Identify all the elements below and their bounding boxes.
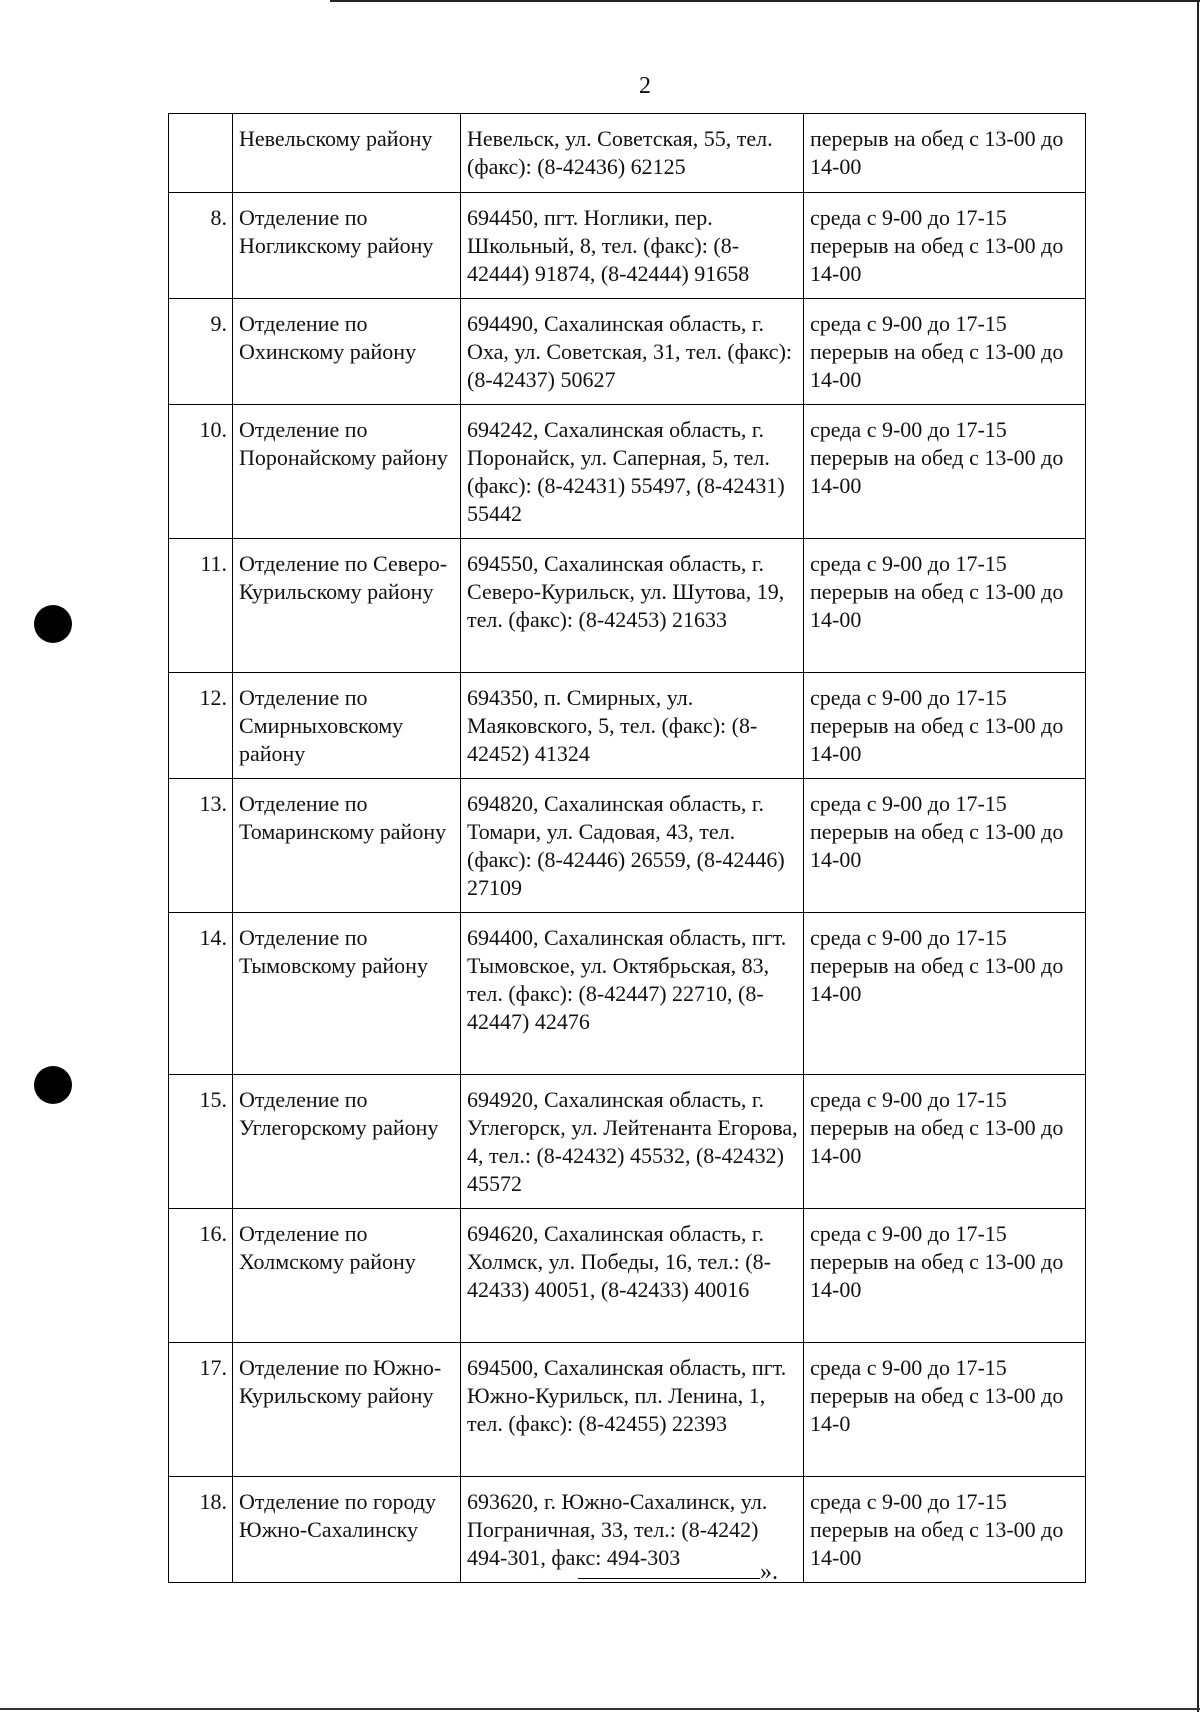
branch-name: Отделение по Томаринскому району [233, 779, 461, 913]
branches-table-body [169, 114, 1086, 1583]
row-number: 8. [169, 193, 233, 299]
branch-schedule: среда с 9-00 до 17-15 перерыв на обед с 13-00 до 14-00 [804, 1477, 1086, 1583]
row-number: 15. [169, 1075, 233, 1209]
table-row [169, 193, 1086, 299]
table-row [169, 1343, 1086, 1477]
page-number: 2 [639, 73, 651, 99]
table-row [169, 405, 1086, 539]
row-number [169, 114, 233, 193]
branch-address: 694242, Сахалинская область, г. Поронайск, ул. Саперная, 5, тел. (факс): (8-42431) 55497, (8-42431) 55442 [461, 405, 804, 539]
table-row [169, 114, 1086, 193]
row-number: 18. [169, 1477, 233, 1583]
table-row [169, 673, 1086, 779]
branch-schedule: перерыв на обед с 13-00 до 14-00 [804, 114, 1086, 193]
row-number: 14. [169, 913, 233, 1075]
row-number: 12. [169, 673, 233, 779]
branch-name: Отделение по Поронайскому району [233, 405, 461, 539]
branch-name: Отделение по Охинскому району [233, 299, 461, 405]
branch-name: Отделение по Тымовскому району [233, 913, 461, 1075]
row-number: 11. [169, 539, 233, 673]
branch-address: 694620, Сахалинская область, г. Холмск, ул. Победы, 16, тел.: (8-42433) 40051, (8-42433) 40016 [461, 1209, 804, 1343]
table-row [169, 1209, 1086, 1343]
branch-address: 694920, Сахалинская область, г. Углегорск, ул. Лейтенанта Егорова, 4, тел.: (8-42432) 45532, (8-42432) 45572 [461, 1075, 804, 1209]
scan-edge-bottom [0, 1708, 1200, 1710]
branch-address: Невельск, ул. Советская, 55, тел. (факс): (8-42436) 62125 [461, 114, 804, 193]
branch-address: 694490, Сахалинская область, г. Оха, ул. Советская, 31, тел. (факс): (8-42437) 50627 [461, 299, 804, 405]
row-number: 16. [169, 1209, 233, 1343]
table-row [169, 1075, 1086, 1209]
branch-address: 694450, пгт. Ноглики, пер. Школьный, 8, тел. (факс): (8-42444) 91874, (8-42444) 91658 [461, 193, 804, 299]
branch-schedule: среда с 9-00 до 17-15 перерыв на обед с 13-00 до 14-00 [804, 913, 1086, 1075]
punch-hole-upper [34, 605, 72, 643]
branch-schedule: среда с 9-00 до 17-15 перерыв на обед с 13-00 до 14-00 [804, 193, 1086, 299]
branch-schedule: среда с 9-00 до 17-15 перерыв на обед с 13-00 до 14-0 [804, 1343, 1086, 1477]
branch-name: Отделение по Смирныховскому району [233, 673, 461, 779]
row-number: 10. [169, 405, 233, 539]
branch-name: Отделение по Углегорскому району [233, 1075, 461, 1209]
branch-address: 694400, Сахалинская область, пгт. Тымовское, ул. Октябрьская, 83, тел. (факс): (8-42447) 22710, (8-42447) 42476 [461, 913, 804, 1075]
scan-edge-right [1197, 0, 1199, 1712]
footer-closing-quote: ». [760, 1559, 778, 1585]
branch-address: 694820, Сахалинская область, г. Томари, ул. Садовая, 43, тел. (факс): (8-42446) 26559, (8-42446) 27109 [461, 779, 804, 913]
footer-blank-line [578, 1558, 760, 1579]
row-number: 17. [169, 1343, 233, 1477]
branch-name: Отделение по Северо-Курильскому району [233, 539, 461, 673]
branches-table [168, 113, 1086, 1583]
branch-schedule: среда с 9-00 до 17-15 перерыв на обед с 13-00 до 14-00 [804, 779, 1086, 913]
table-row [169, 779, 1086, 913]
branch-schedule: среда с 9-00 до 17-15 перерыв на обед с 13-00 до 14-00 [804, 673, 1086, 779]
scan-edge-top [330, 0, 1200, 2]
branch-schedule: среда с 9-00 до 17-15 перерыв на обед с 13-00 до 14-00 [804, 1209, 1086, 1343]
branch-name: Невельскому району [233, 114, 461, 193]
table-row [169, 913, 1086, 1075]
branch-name: Отделение по Холмскому району [233, 1209, 461, 1343]
branch-name: Отделение по Южно-Курильскому району [233, 1343, 461, 1477]
branch-address: 693620, г. Южно-Сахалинск, ул. Пограничная, 33, тел.: (8-4242) 494-301, факс: 494-303 [461, 1477, 804, 1583]
table-row [169, 539, 1086, 673]
document-footer [578, 1558, 778, 1586]
row-number: 13. [169, 779, 233, 913]
branch-name: Отделение по Ногликскому району [233, 193, 461, 299]
branch-address: 694500, Сахалинская область, пгт. Южно-Курильск, пл. Ленина, 1, тел. (факс): (8-42455) 22393 [461, 1343, 804, 1477]
branch-schedule: среда с 9-00 до 17-15 перерыв на обед с 13-00 до 14-00 [804, 299, 1086, 405]
branch-schedule: среда с 9-00 до 17-15 перерыв на обед с 13-00 до 14-00 [804, 539, 1086, 673]
branch-address: 694350, п. Смирных, ул. Маяковского, 5, тел. (факс): (8-42452) 41324 [461, 673, 804, 779]
branch-name: Отделение по городу Южно-Сахалинску [233, 1477, 461, 1583]
punch-hole-lower [34, 1066, 72, 1104]
table-row [169, 299, 1086, 405]
branch-address: 694550, Сахалинская область, г. Северо-Курильск, ул. Шутова, 19, тел. (факс): (8-42453) 21633 [461, 539, 804, 673]
branch-schedule: среда с 9-00 до 17-15 перерыв на обед с 13-00 до 14-00 [804, 1075, 1086, 1209]
row-number: 9. [169, 299, 233, 405]
branch-schedule: среда с 9-00 до 17-15 перерыв на обед с 13-00 до 14-00 [804, 405, 1086, 539]
